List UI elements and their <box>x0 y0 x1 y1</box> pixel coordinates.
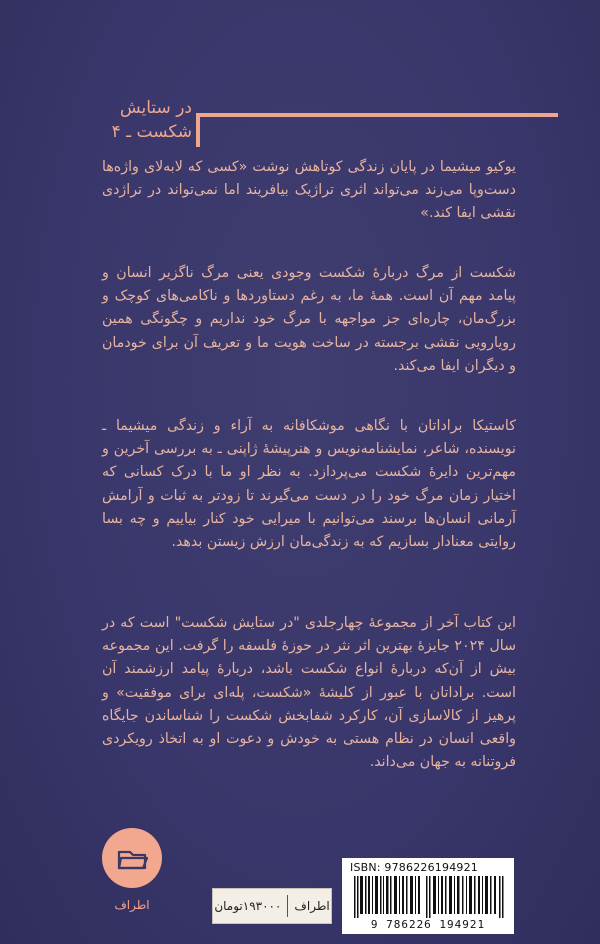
publisher-name: اطراف <box>114 898 150 912</box>
price-divider <box>287 895 288 917</box>
paragraph-3: کاستیکا براداتان با نگاهی موشکافانه به آراء و زندگی میشیما ـ نویسنده، شاعر، نمایشنامه‌نویس و هنرپیشهٔ ژاپنی ـ به بررسی آخرین و مهم‌ترین دایرهٔ شکست می‌پردازد. به نظر او ما با درک کسانی که اختیار زمان مرگ خود را در دست می‌گیرند تا زودتر به ثبات و آرامش آرمانی انسان‌ها برسند می‌توانیم با میرایی خود کنار بیاییم و چه بسا روایتی معنادار بسازیم که به زندگی‌مان ارزش زیستن بدهد. <box>102 418 516 551</box>
paragraph-4: این کتاب آخر از مجموعهٔ چهارجلدی "در ستایش شکست" است که در سال ۲۰۲۴ جایزهٔ بهترین اثر نثر در حوزهٔ فلسفه را گرفت. این مجموعه بیش از آن‌که دربارهٔ انواع شکست باشد، دربارهٔ پیامد ارزشمند آن است. براداتان با عبور از کلیشهٔ «شکست، پله‌ای برای موفقیت» و پرهیز از کالاسازی آن، کارکرد شفابخش شکست را شناساندن جایگاه واقعی انسان در نظام هستی به خودش و دعوت او به اتخاذ رویکردی فروتنانه به جهان می‌داند. <box>102 615 516 771</box>
paragraph-2: شکست از مرگ دربارهٔ شکست وجودی یعنی مرگ ناگزیر انسان و پیامد مهم آن است. همهٔ ما، به رغم دستاوردها و ناکامی‌های کوچک و بزرگ‌مان، چاره‌ای جز مواجهه با مرگ خود نداریم و چگونگی همین رویارویی نقشی برجسته در ساخت هویت ما و تعریف آن برای خودمان و دیگران ایفا می‌کند. <box>102 265 516 374</box>
price-amount: ۱۹۳۰۰۰تومان <box>214 899 282 913</box>
series-rule-horizontal <box>196 113 558 117</box>
barcode-icon <box>354 876 504 918</box>
series-subtitle: شکست ـ ۴ <box>111 122 192 142</box>
publisher-logo-icon <box>102 828 162 888</box>
isbn-digits: 9 786226 194921 <box>370 918 486 931</box>
paragraph-quote: یوکیو میشیما در پایان زندگی کوتاهش نوشت «کسی که لابه‌لای واژه‌ها دست‌وپا می‌زند می‌تواند اثری تراژیک بیافریند اما نمی‌تواند در تراژدی نقشی ایفا کند.» <box>102 159 516 222</box>
price-sticker <box>212 888 332 924</box>
isbn-label: ISBN: 9786226194921 <box>350 861 478 874</box>
price-publisher: اطراف <box>294 899 330 913</box>
series-rule-vertical <box>196 113 200 147</box>
isbn-barcode-block <box>342 858 514 934</box>
series-title: در ستایش <box>119 98 192 118</box>
